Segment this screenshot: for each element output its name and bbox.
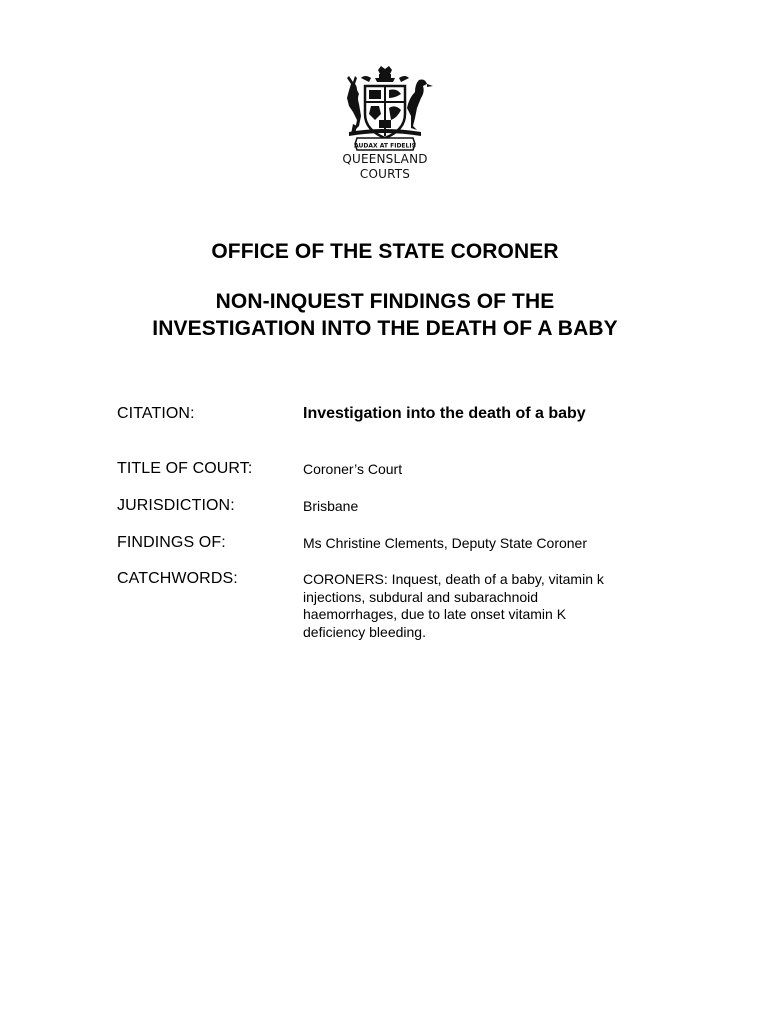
queensland-courts-coat-of-arms-icon — [335, 64, 435, 154]
catchwords-label: CATCHWORDS: — [117, 570, 238, 587]
findings-label: FINDINGS OF: — [117, 534, 226, 551]
svg-text:AUDAX AT FIDELIS: AUDAX AT FIDELIS — [354, 142, 416, 150]
court-name-line1: QUEENSLAND — [342, 152, 428, 166]
findings-heading-line1: NON-INQUEST FINDINGS OF THE — [215, 290, 555, 313]
catchwords-line: deficiency bleeding. — [303, 623, 426, 640]
jurisdiction-label: JURISDICTION: — [117, 497, 235, 514]
office-heading: OFFICE OF THE STATE CORONER — [211, 240, 559, 263]
catchwords-line: CORONERS: Inquest, death of a baby, vitamin k — [303, 571, 604, 587]
catchwords-line: haemorrhages, due to late onset vitamin K — [303, 606, 567, 622]
court-value: Coroner’s Court — [303, 461, 403, 477]
catchwords-value — [303, 571, 604, 641]
citation-label: CITATION: — [117, 405, 195, 422]
court-label: TITLE OF COURT: — [117, 460, 253, 477]
findings-value: Ms Christine Clements, Deputy State Coroner — [303, 535, 587, 551]
jurisdiction-value: Brisbane — [303, 498, 359, 514]
citation-value: Investigation into the death of a baby — [303, 405, 586, 422]
court-name-line2: COURTS — [359, 167, 411, 181]
catchwords-line: injections, subdural and subarachnoid — [303, 588, 539, 605]
findings-heading-line2: INVESTIGATION INTO THE DEATH OF A BABY — [152, 317, 618, 340]
